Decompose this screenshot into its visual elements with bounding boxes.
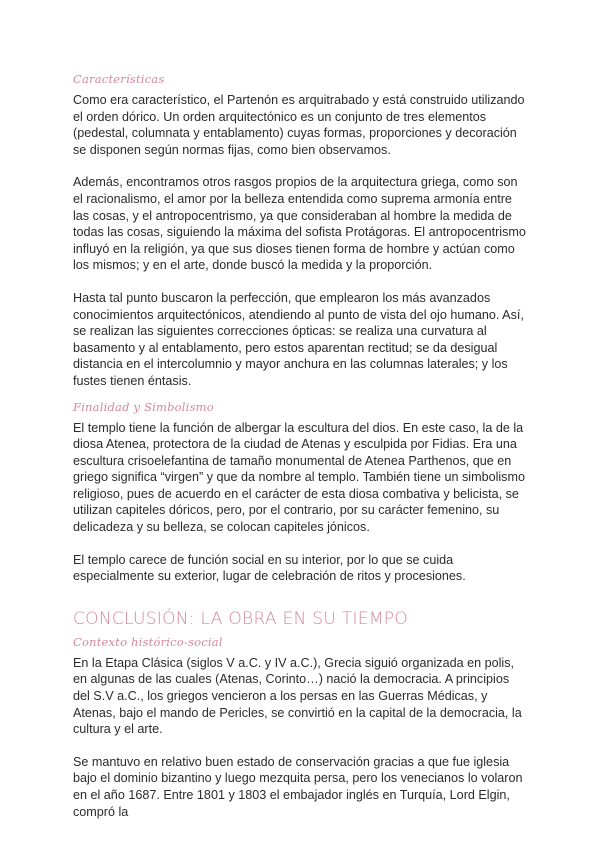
subheading-finalidad: Finalidad y Simbolismo xyxy=(73,399,214,414)
paragraph: El templo tiene la función de albergar la escultura del dios. En este caso, la de la diosa Atenea, protectora de la ciudad de Atenas y esculpida por Fidias. Era una escultura crisoelefantina de tamaño monumental de Atenea Parthenos, que en griego significa “virgen” y que da nombre al templo. También tiene un simbolismo religioso, pues de acuerdo en el carácter de esta diosa combativa y belicista, se utilizan capiteles dóricos, pero, por el contrario, por su carácter femenino, su delicadeza y su belleza, se colocan capiteles jónicos. xyxy=(73,420,525,535)
paragraph: Hasta tal punto buscaron la perfección, que emplearon los más avanzados conocimientos arquitectónicos, atendiendo al punto de vista del ojo humano. Así, se realizan las siguientes correcciones ópticas: se realiza una curvatura al basamento y al entablamento, pero estos aparentan rectitud; se da desigual distancia en el intercolumnio y mayor anchura en las columnas laterales; y los fustes tienen éntasis. xyxy=(73,290,524,388)
subheading-caracteristicas: Características xyxy=(73,72,165,86)
paragraph: Como era característico, el Partenón es arquitrabado y está construido utilizando el orden dórico. Un orden arquitectónico es un conjunto de tres elementos (pedestal, columnata y entablamento) cuyas formas, proporciones y decoración se disponen según normas fijas, como bien observamos. xyxy=(73,93,525,157)
subheading-contexto: Contexto histórico-social xyxy=(73,634,223,649)
paragraph: El templo carece de función social en su interior, por lo que se cuida especialmente su exterior, lugar de celebración de ritos y procesiones. xyxy=(73,552,466,584)
paragraph: En la Etapa Clásica (siglos V a.C. y IV a.C.), Grecia siguió organizada en polis, en algunas de las cuales (Atenas, Corinto…) nació la democracia. A principios del S.V a.C., los griegos vencieron a los persas en las Guerras Médicas, y Atenas, bajo el mando de Pericles, se convirtió en la capital de la democracia, la cultura y el arte. xyxy=(73,655,522,737)
paragraph: Además, encontramos otros rasgos propios de la arquitectura griega, como son el racionalismo, el amor por la belleza entendida como suprema armonía entre las cosas, y el antropocentrismo, ya que consideraban al hombre la medida de todas las cosas, siguiendo la máxima del sofista Protágoras. El antropocentrismo influyó en la religión, ya que sus dioses tienen forma de hombre y actúan como los mismos; y en el arte, donde buscó la medida y la proporción. xyxy=(73,175,526,273)
paragraph: Se mantuvo en relativo buen estado de conservación gracias a que fue iglesia bajo el dominio bizantino y luego mezquita persa, pero los venecianos lo volaron en el año 1687. Entre 1801 y 1803 el embajador inglés en Turquía, Lord Elgin, compró la xyxy=(73,754,523,819)
section-title-conclusion: CONCLUSIÓN: LA OBRA EN SU TIEMPO xyxy=(73,608,409,629)
